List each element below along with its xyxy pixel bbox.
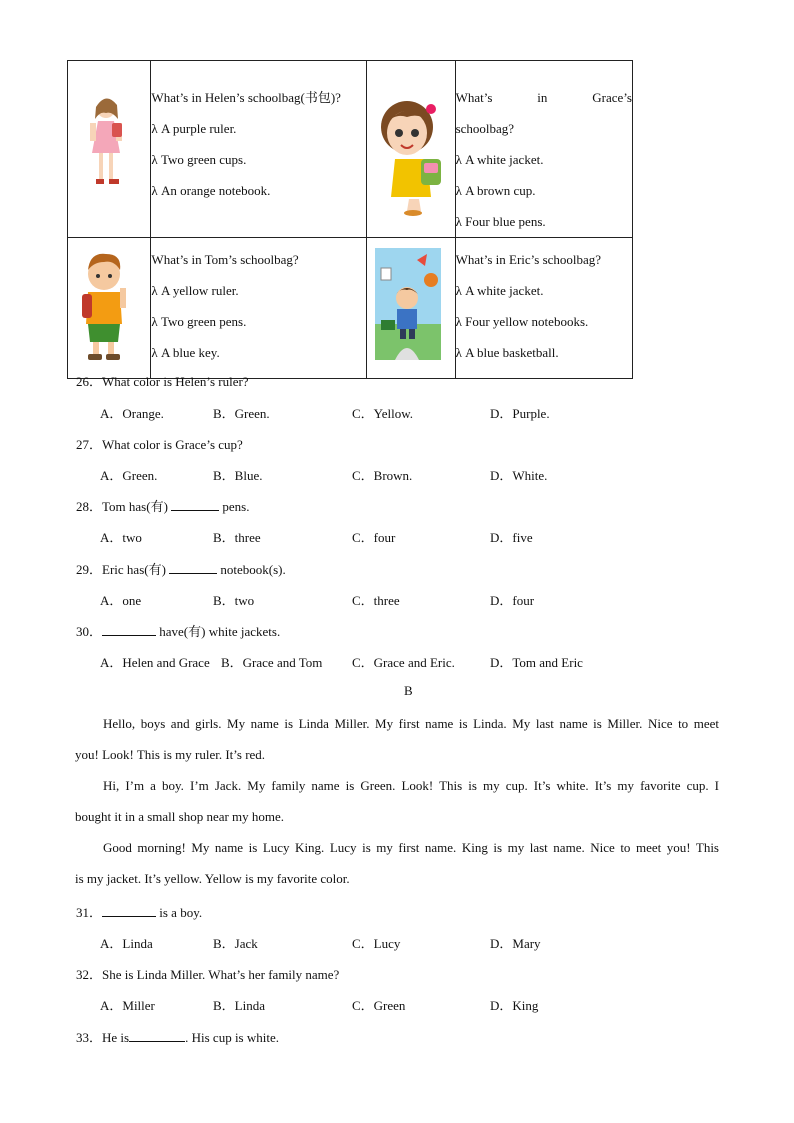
question-number: 30． — [76, 624, 103, 639]
paragraph-line: Hello, boys and girls. My name is Linda Miller. My first name is Linda. My last name is Miller. Nice to meet — [103, 716, 719, 731]
q28-option-d: D．five — [490, 530, 533, 545]
q27-option-d: D．White. — [490, 468, 548, 483]
q30-option-b: B．Grace and Tom — [221, 655, 323, 670]
q28-option-a: A．two — [100, 530, 142, 545]
question-text: What color is Helen’s ruler? — [102, 374, 249, 389]
q27-option-c: C．Brown. — [352, 468, 413, 483]
q29-option-c: C．three — [352, 593, 400, 608]
grace-question-line-1 — [456, 82, 632, 113]
question-number: 29． — [76, 562, 103, 577]
question-text: She is Linda Miller. What’s her family name? — [102, 967, 340, 982]
tom-item-2: λ Two green pens. — [151, 314, 247, 329]
q26-option-c: C．Yellow. — [352, 406, 414, 421]
grace-question-line-2: schoolbag? — [455, 121, 515, 136]
question-text-post: . His cup is white. — [185, 1030, 279, 1045]
tom-item-3: λ A blue key. — [151, 345, 220, 360]
question-28 — [76, 496, 250, 515]
helen-girl-illustration — [68, 61, 146, 228]
question-30 — [76, 621, 280, 640]
helen-question: What’s in Helen’s schoolbag(书包)? — [151, 90, 341, 105]
grace-question-word-1: What’s — [455, 90, 493, 105]
q31-option-d: D．Mary — [490, 936, 541, 951]
grace-item-3: λ Four blue pens. — [455, 214, 546, 229]
q28-option-c: C．four — [352, 530, 396, 545]
answer-blank[interactable] — [129, 1029, 185, 1042]
q28-option-b: B．three — [213, 530, 261, 545]
question-33 — [76, 1027, 279, 1046]
question-29 — [76, 559, 286, 578]
question-text-pre: Eric has(有) — [102, 562, 166, 577]
grace-text-cell — [455, 61, 632, 238]
answer-blank[interactable] — [102, 623, 156, 636]
q31-option-b: B．Jack — [213, 936, 258, 951]
eric-item-3: λ A blue basketball. — [455, 345, 559, 360]
eric-text-cell — [455, 238, 632, 379]
eric-boy-illustration — [367, 238, 450, 374]
q32-option-b: B．Linda — [213, 998, 265, 1013]
question-text-post: pens. — [222, 499, 250, 514]
tom-boy-illustration — [68, 238, 146, 374]
answer-blank[interactable] — [102, 904, 156, 917]
paragraph-line: Hi, I’m a boy. I’m Jack. My family name is Green. Look! This is my cup. It’s white. It’s my favorite cup. I — [103, 778, 719, 793]
tom-text-cell — [151, 238, 366, 379]
schoolbag-table — [67, 60, 633, 379]
question-text-post: have(有) white jackets. — [159, 624, 281, 639]
helen-text-cell — [151, 61, 366, 238]
q29-option-b: B．two — [213, 593, 255, 608]
answer-blank[interactable] — [169, 561, 217, 574]
question-text-pre: He is — [102, 1030, 130, 1045]
question-number: 32． — [76, 967, 103, 982]
q27-option-a: A．Green. — [100, 468, 158, 483]
section-b-heading: B — [404, 683, 413, 698]
q32-option-c: C．Green — [352, 998, 406, 1013]
q30-option-a: A．Helen and Grace — [100, 655, 210, 670]
paragraph-line: Good morning! My name is Lucy King. Lucy is my first name. King is my last name. Nice to meet you! This — [103, 840, 719, 855]
paragraph-line: bought it in a small shop near my home. — [75, 809, 285, 824]
q30-option-d: D．Tom and Eric — [490, 655, 583, 670]
question-31 — [76, 902, 202, 921]
answer-blank[interactable] — [171, 498, 219, 511]
tom-picture-cell — [68, 238, 151, 379]
eric-item-1: λ A white jacket. — [455, 283, 544, 298]
grace-item-1: λ A white jacket. — [455, 152, 544, 167]
question-text-pre: Tom has(有) — [102, 499, 168, 514]
grace-girl-illustration — [367, 61, 450, 228]
grace-item-2: λ A brown cup. — [455, 183, 536, 198]
helen-item-1: λ A purple ruler. — [151, 121, 237, 136]
question-text-post: is a boy. — [159, 905, 203, 920]
helen-picture-cell — [68, 61, 151, 238]
eric-question: What’s in Eric’s schoolbag? — [455, 252, 602, 267]
eric-picture-cell — [366, 238, 455, 379]
question-26 — [76, 371, 249, 390]
passage-paragraph-2 — [75, 770, 719, 832]
q26-option-a: A．Orange. — [100, 406, 164, 421]
q26-option-d: D．Purple. — [490, 406, 550, 421]
q31-option-a: A．Linda — [100, 936, 153, 951]
passage-paragraph-3 — [75, 832, 719, 894]
question-text-post: notebook(s). — [220, 562, 286, 577]
q27-option-b: B．Blue. — [213, 468, 263, 483]
question-number: 27． — [76, 437, 103, 452]
q26-option-b: B．Green. — [213, 406, 270, 421]
grace-question-word-3: Grace’s — [592, 90, 632, 105]
q32-option-a: A．Miller — [100, 998, 155, 1013]
question-number: 28． — [76, 499, 103, 514]
q29-option-a: A．one — [100, 593, 142, 608]
q32-option-d: D．King — [490, 998, 539, 1013]
q31-option-c: C．Lucy — [352, 936, 401, 951]
question-number: 31． — [76, 905, 103, 920]
passage-paragraph-1 — [75, 708, 719, 770]
question-number: 33． — [76, 1030, 103, 1045]
question-27 — [76, 434, 243, 453]
paragraph-line: you! Look! This is my ruler. It’s red. — [75, 747, 266, 762]
q29-option-d: D．four — [490, 593, 535, 608]
q30-option-c: C．Grace and Eric. — [352, 655, 455, 670]
grace-question-word-2: in — [537, 90, 548, 105]
helen-item-2: λ Two green cups. — [151, 152, 247, 167]
grace-picture-cell — [366, 61, 455, 238]
paragraph-line: is my jacket. It’s yellow. Yellow is my favorite color. — [75, 871, 350, 886]
question-text: What color is Grace’s cup? — [102, 437, 243, 452]
eric-item-2: λ Four yellow notebooks. — [455, 314, 589, 329]
tom-question: What’s in Tom’s schoolbag? — [151, 252, 299, 267]
question-number: 26． — [76, 374, 103, 389]
question-32 — [76, 964, 339, 983]
tom-item-1: λ A yellow ruler. — [151, 283, 239, 298]
helen-item-3: λ An orange notebook. — [151, 183, 271, 198]
